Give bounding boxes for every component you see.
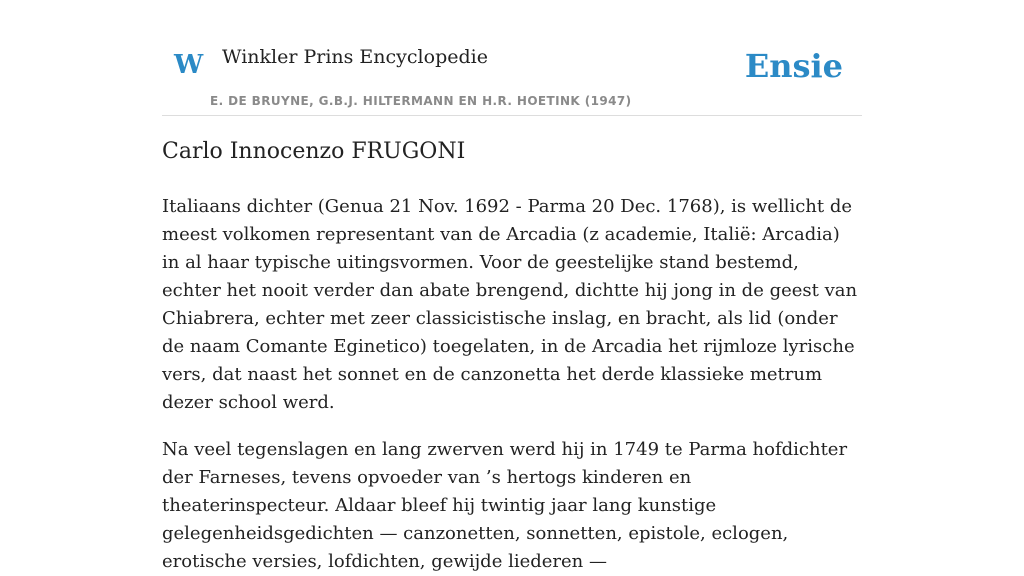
site-header: [162, 0, 862, 116]
publication-logo[interactable]: W: [174, 50, 204, 80]
article: [162, 138, 862, 576]
brand-logo[interactable]: Ensie: [744, 47, 843, 85]
publication-authors: E. DE BRUYNE, G.B.J. HILTERMANN EN H.R. HOETINK (1947): [210, 94, 632, 108]
publication-title[interactable]: Winkler Prins Encyclopedie: [222, 46, 488, 68]
article-title: Carlo Innocenzo FRUGONI: [162, 139, 466, 164]
article-paragraph: Italiaans dichter (Genua 21 Nov. 1692 - Parma 20 Dec. 1768), is wellicht de meest volkomen representant van de Arcadia (z academie, Italië: Arcadia) in al haar typische uitingsvormen. Voor de geestelijke stand bestemd, echter het nooit verder dan abate brengend, dichtte hij jong in de geest van Chiabrera, echter met zeer classicistische inslag, en bracht, als lid (onder de naam Comante Eginetico) toegelaten, in de Arcadia het rijmloze lyrische vers, dat naast het sonnet en de canzonetta het derde klassieke metrum dezer school werd.: [162, 195, 858, 413]
article-paragraph: Na veel tegenslagen en lang zwerven werd hij in 1749 te Parma hofdichter der Farneses, tevens opvoeder van ’s hertogs kinderen en theaterinspecteur. Aldaar bleef hij twintig jaar lang kunstige gelegenheidsgedichten — canzonetten, sonnetten, epistole, eclogen, erotische versies, lofdichten, gewijde liederen —: [162, 438, 848, 572]
